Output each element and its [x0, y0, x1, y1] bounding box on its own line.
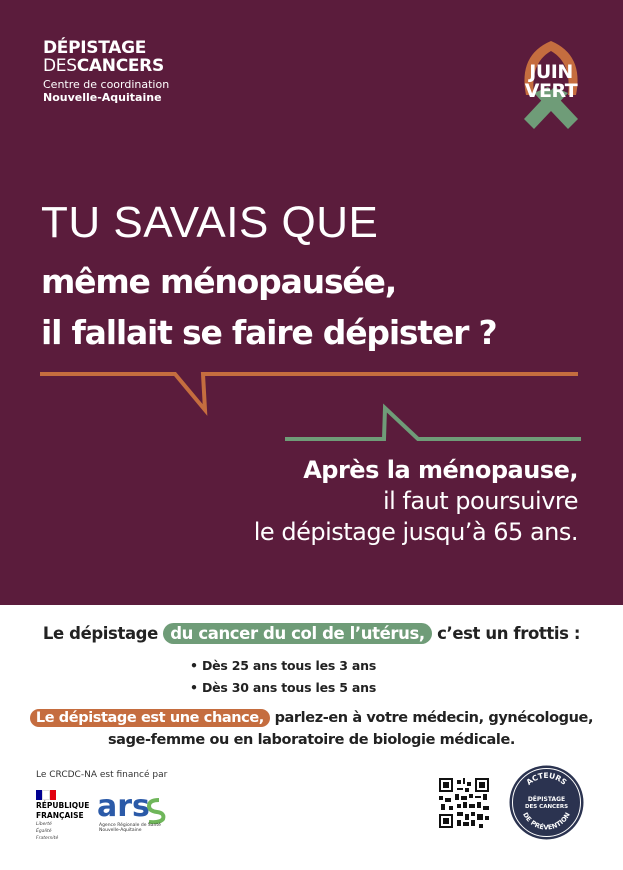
ars-logo-text: ars [97, 790, 150, 824]
answer-line3: le dépistage jusqu’à 65 ans. [253, 518, 578, 546]
answer-line1: Après la ménopause, [303, 456, 578, 484]
bullet-item: • Dès 30 ans tous les 5 ans [190, 680, 377, 695]
acteurs-prevention-badge [508, 764, 585, 841]
question-line2: même ménopausée, [41, 262, 397, 301]
screening-before: Le dépistage [42, 624, 164, 643]
speech-bubble-lines [0, 360, 623, 450]
badge-mid2: DES CANCERS [524, 804, 569, 810]
answer-block [158, 455, 578, 548]
advice-line1 [0, 707, 623, 729]
screening-schedule [190, 655, 376, 699]
logo-line4: Nouvelle-Aquitaine [43, 91, 162, 104]
rf-motto1: Liberté [36, 822, 52, 827]
ribbon-line2: VERT [524, 80, 578, 102]
chance-highlight: Le dépistage est une chance, [30, 709, 270, 727]
ars-logo-graphic [97, 790, 169, 824]
badge-top-text: ACTEURS [524, 770, 569, 787]
bullet-item: • Dès 25 ans tous les 3 ans [190, 658, 377, 673]
logo-line2-b: CANCERS [76, 56, 164, 76]
advice-line2: sage-femme ou en laboratoire de biologie médicale. [107, 732, 516, 748]
qr-code-icon [439, 778, 489, 828]
orange-bubble-line [40, 374, 578, 410]
screening-statement [0, 624, 623, 643]
juin-vert-label [512, 63, 590, 101]
advice-after: parlez-en à votre médecin, gynécologue, [269, 710, 594, 726]
french-flag-icon [36, 790, 56, 800]
rf-motto2: Égalité [36, 829, 52, 834]
question-line1: TU SAVAIS QUE [41, 198, 379, 247]
question-line3: il fallait se faire dépister ? [41, 313, 497, 352]
ars-subtitle: Agence Régionale de Santé Nouvelle-Aquitaine [99, 823, 161, 833]
screening-after: c’est un frottis : [431, 624, 581, 643]
logo-line2-a: DES [43, 56, 77, 76]
financed-by-text: Le CRCDC-NA est financé par [36, 770, 168, 780]
logo-line3: Centre de coordination [43, 78, 170, 91]
logo-line2 [43, 58, 169, 75]
ribbon-line1: JUIN [529, 61, 573, 83]
rf-line1: RÉPUBLIQUE [36, 801, 90, 810]
badge-mid1: DÉPISTAGE [527, 796, 566, 803]
green-bubble-line [285, 408, 581, 439]
rf-motto3: Fraternité [36, 836, 59, 841]
ars-logo [97, 790, 169, 833]
advice-statement [0, 707, 623, 751]
depistage-logo [43, 40, 169, 103]
cervical-cancer-highlight: du cancer du col de l’utérus, [163, 623, 432, 644]
badge-bottom-text: DE PRÉVENTION [521, 811, 572, 832]
logo-line1: DÉPISTAGE [43, 38, 147, 58]
republique-francaise-logo [36, 790, 90, 841]
rf-line2: FRANÇAISE [36, 811, 84, 820]
answer-line2: il faut poursuivre [382, 487, 578, 515]
